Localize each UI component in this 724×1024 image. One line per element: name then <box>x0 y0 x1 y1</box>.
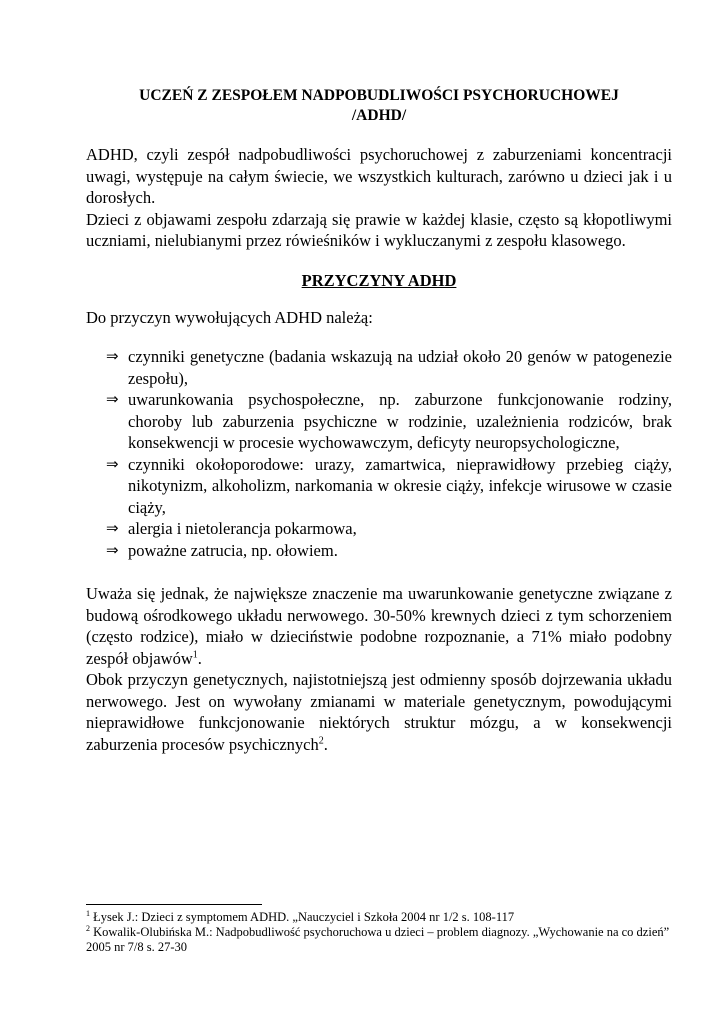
arrow-icon: ⇒ <box>106 390 119 408</box>
footnote-text: Łysek J.: Dzieci z symptomem ADHD. „Nauczyciel i Szkoła 2004 nr 1/2 s. 108-117 <box>90 910 515 924</box>
footnote-1 <box>86 910 676 925</box>
arrow-icon: ⇒ <box>106 454 119 473</box>
list-item <box>86 518 672 540</box>
list-item-text: czynniki genetyczne (badania wskazują na udział około 20 genów w patogenezie zespołu), <box>128 347 672 388</box>
list-item-text: poważne zatrucia, np. ołowiem. <box>128 540 338 560</box>
paragraph-intro: ADHD, czyli zespół nadpobudliwości psychoruchowej z zaburzeniami koncentracji uwagi, występuje na całym świecie, we wszystkich kulturach, zarówno u dzieci jak i u dorosłych. <box>86 145 672 207</box>
list-item-text: czynniki okołoporodowe: urazy, zamartwica, nieprawidłowy przebieg ciąży, nikotynizm, alkoholizm, narkomania w okresie ciąży, infekcje wirusowe w czasie ciąży, <box>128 454 672 517</box>
paragraph-classroom: Dzieci z objawami zespołu zdarzają się prawie w każdej klasie, często są kłopotliwymi uczniami, nielubianymi przez rówieśników i wykluczanymi z zespołu klasowego. <box>86 209 672 250</box>
footnote-2 <box>86 925 676 955</box>
footnote-ref-1[interactable]: 1 <box>192 649 198 660</box>
document-title <box>86 86 672 126</box>
footnote-text: Kowalik-Olubińska M.: Nadpobudliwość psychoruchowa u dzieci – problem diagnozy. „Wychowanie na co dzień” 2005 nr 7/8 s. 27-30 <box>86 925 670 954</box>
arrow-icon: ⇒ <box>106 347 119 365</box>
document-body <box>86 86 672 755</box>
paragraph-nervous-system-text: Obok przyczyn genetycznych, najistotniejszą jest odmienny sposób dojrzewania układu nerwowego. Jest on wywołany zmianami w materiale genetycznym, powodującymi nieprawidłowe funkcjonowanie niektórych struktur mózgu, a w konsekwencji zaburzenia procesów psychicznych <box>86 670 672 754</box>
footnote-ref-2[interactable]: 2 <box>318 735 324 746</box>
arrow-icon: ⇒ <box>106 519 119 537</box>
arrow-icon: ⇒ <box>106 540 119 559</box>
footnote-number: 1 <box>86 908 90 918</box>
list-item <box>86 454 672 519</box>
list-item <box>86 540 672 562</box>
title-line-2: /ADHD/ <box>351 107 407 124</box>
list-item-text: alergia i nietolerancja pokarmowa, <box>128 519 357 538</box>
list-item <box>86 346 672 389</box>
paragraph-genetics-text: Uważa się jednak, że największe znaczenie ma uwarunkowanie genetyczne związane z budową ośrodkowego układu nerwowego. 30-50% krewnych dzieci z tym schorzeniem (często rodzice), miało w dzieciństwie podobne rozpoznanie, a 71% miało podobny zespół objawów <box>86 584 672 668</box>
section-heading: PRZYCZYNY ADHD <box>301 270 457 290</box>
paragraph-nervous-system <box>86 669 672 755</box>
causes-list <box>86 346 672 561</box>
footnote-number: 2 <box>86 923 90 933</box>
period: . <box>323 734 328 754</box>
list-item-text: uwarunkowania psychospołeczne, np. zaburzone funkcjonowanie rodziny, choroby lub zaburzenia psychiczne w rodzinie, uzależnienia rodziców, brak konsekwencji w procesie wychowawczym, deficyty neuropsychologiczne, <box>128 390 672 452</box>
list-item <box>86 389 672 454</box>
footnote-separator <box>86 904 262 905</box>
causes-intro: Do przyczyn wywołujących ADHD należą: <box>86 307 373 327</box>
title-line-1: UCZEŃ Z ZESPOŁEM NADPOBUDLIWOŚCI PSYCHORUCHOWEJ <box>139 87 619 104</box>
paragraph-genetics <box>86 583 672 669</box>
footnotes <box>86 910 676 955</box>
period: . <box>197 648 202 668</box>
